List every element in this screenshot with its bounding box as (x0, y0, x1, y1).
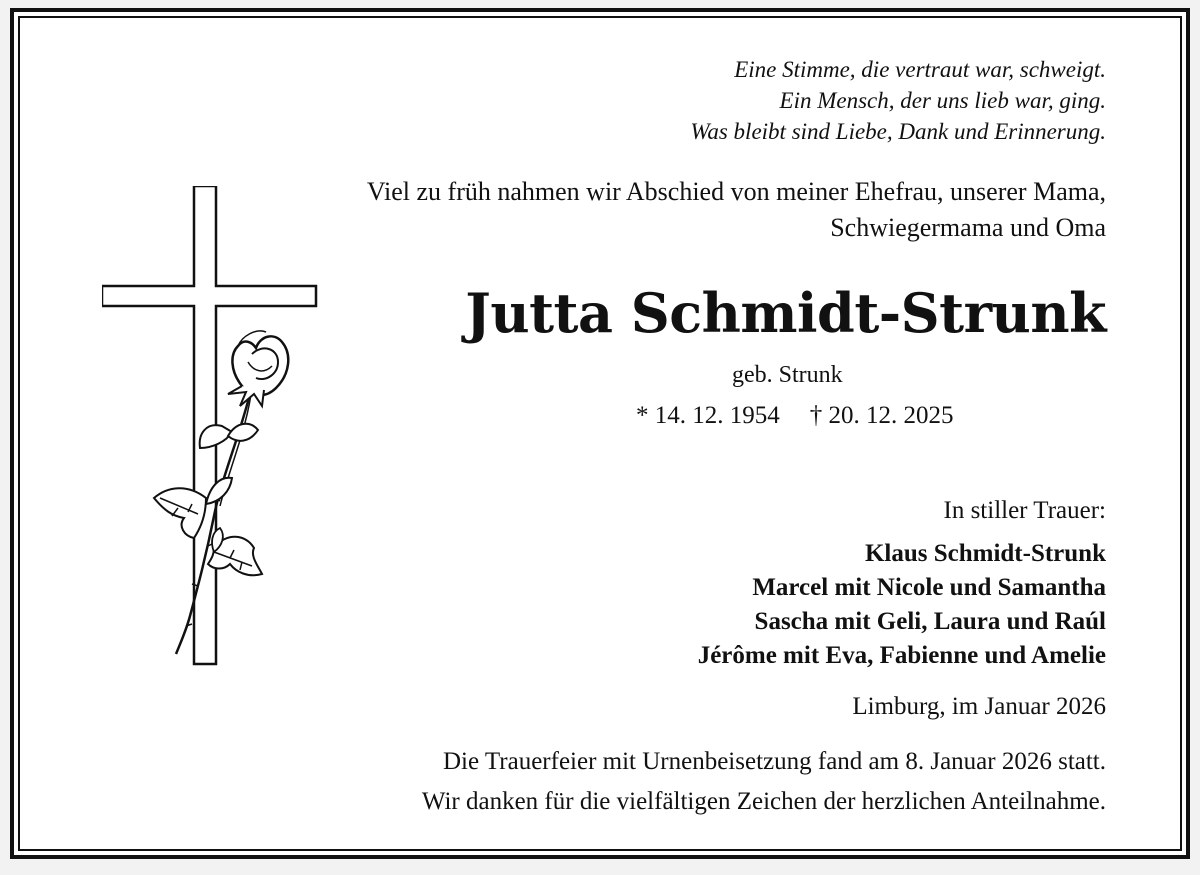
deceased-name: Jutta Schmidt-Strunk (465, 281, 1106, 345)
closing-line: Die Trauerfeier mit Urnenbeisetzung fand am 8. Januar 2026 statt. (442, 748, 1106, 775)
intro-line: Viel zu früh nahmen wir Abschied von meiner Ehefrau, unserer Mama, (366, 177, 1106, 206)
poem-line: Ein Mensch, der uns lieb war, ging. (779, 88, 1106, 113)
obituary-card (10, 8, 1190, 859)
place-date: Limburg, im Januar 2026 (852, 693, 1106, 720)
intro-text (367, 174, 1106, 246)
closing-line: Wir danken für die vielfältigen Zeichen der herzlichen Anteilnahme. (421, 788, 1106, 815)
mourner: Sascha mit Geli, Laura und Raúl (754, 608, 1106, 635)
mourner: Klaus Schmidt-Strunk (864, 540, 1106, 567)
poem (690, 54, 1106, 147)
cross-with-rose-svg (102, 186, 332, 676)
cross-with-rose-icon (102, 186, 332, 676)
birth-date: * 14. 12. 1954 (636, 402, 780, 429)
poem-line: Eine Stimme, die vertraut war, schweigt. (734, 57, 1106, 82)
life-dates (636, 400, 954, 432)
poem-line: Was bleibt sind Liebe, Dank und Erinnerung. (690, 119, 1106, 144)
closing-text (422, 742, 1106, 822)
birth-name: geb. Strunk (732, 362, 843, 388)
obituary-inner-border (18, 16, 1182, 851)
mourning-label: In stiller Trauer: (943, 497, 1106, 524)
intro-line: Schwiegermama und Oma (830, 213, 1106, 242)
death-date: † 20. 12. 2025 (809, 402, 954, 429)
mourner: Jérôme mit Eva, Fabienne und Amelie (697, 642, 1106, 669)
mourners-list (698, 537, 1106, 673)
mourner: Marcel mit Nicole und Samantha (752, 574, 1106, 601)
